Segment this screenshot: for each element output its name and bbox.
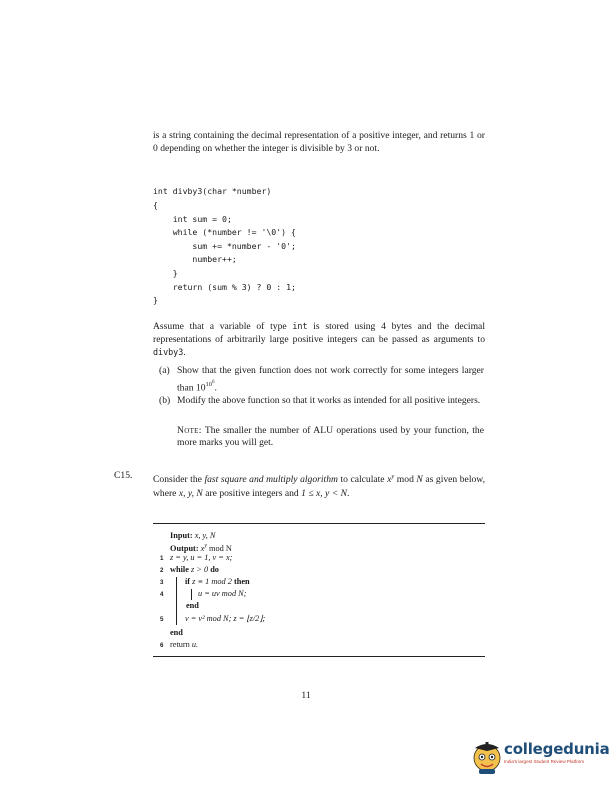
collegedunia-logo [470,738,610,778]
alg-line-1 [170,552,232,564]
line-number-4: 4 [160,591,164,598]
alg-line-1-text: z = y, u = 1, v = x; [170,553,233,562]
alg-line-5-text: v = v² mod N; z = ⌊z/2⌋; [185,614,266,623]
alg-line-5 [185,613,265,625]
if-scope-bar [191,589,192,600]
alg-line-4 [198,588,246,600]
mascot-icon [470,738,504,776]
line-number-5: 5 [160,616,164,623]
alg-line-6 [170,639,198,651]
assume-function: divby3 [153,347,184,358]
item-a-body: Show that the given function does not work correctly for some integers larger than 10 [177,365,484,394]
code-line-5: sum += *number - '0'; [153,241,296,251]
alg-end-if-keyword: end [186,601,199,610]
while-scope-bar [176,577,177,625]
assume-keyword: int [292,321,308,331]
alg-return-value: u. [189,640,199,649]
alg-while-keyword: while [170,565,189,574]
item-a-text: Show that the given function does not work correctly for some integers larger than $10^{10^6}$. [177,365,484,394]
algorithm-top-rule [153,523,485,524]
q-text-5: are positive integers and [202,487,302,499]
item-b-label: (b) [159,395,171,406]
code-line-4: while (*number != '\0') { [153,227,296,237]
note-label: Note: [177,425,202,436]
intro-paragraph: is a string containing the decimal representation of a positive integer, and returns 1 or 0 depending on whether the integer is divisible by 3 or not. [153,130,485,154]
alg-input-label: Input: [170,531,193,540]
line-number-3: 3 [160,579,164,586]
q-algorithm-name: fast square and multiply algorithm [204,474,338,486]
alg-if-cond: z ≡ 1 mod 2 [190,577,234,586]
assume-text-1: Assume that a variable of type [153,321,293,332]
code-line-8: return (sum % 3) ? 0 : 1; [153,282,296,292]
alg-line-4-text: u = uv mod N; [198,589,247,598]
alg-input-vars: x, y, N [194,531,216,540]
code-line-1: int divby3(char *number) [153,186,272,196]
code-line-2: { [153,200,158,210]
item-a-exponent: 10 [205,381,213,389]
line-number-2: 2 [160,567,164,574]
alg-end-while-keyword: end [170,628,183,637]
note-body: The smaller the number of ALU operations used by your function, the more marks you will get. [177,425,484,449]
page-number: 11 [301,690,311,701]
alg-line-2 [170,564,219,576]
alg-end-if [186,600,199,612]
item-a-exponent-2: 6 [212,380,215,386]
item-a-label: (a) [159,365,170,376]
brand-tagline: India's largest Student Review Platform [504,759,585,764]
alg-output-rest: mod N [206,543,232,553]
q-text-3: mod [394,474,417,486]
code-line-3: int sum = 0; [153,214,232,224]
q-var-y: y [391,473,395,480]
q-text-1: Consider the [153,474,205,486]
alg-while-cond: z > 0 [188,565,211,574]
alg-line-3 [185,576,250,588]
line-number-1: 1 [160,555,164,562]
alg-do-keyword: do [210,565,219,574]
q-text-6: . [346,487,350,499]
code-line-7: } [153,268,178,278]
q-text-2: to calculate [337,474,388,486]
q-text-4: as given below, where [153,474,485,499]
code-line-6: number++; [153,254,237,264]
code-line-9: } [153,295,158,305]
note-text [177,425,484,449]
question-number: C15. [114,470,133,481]
q-vars: x, y, N [178,487,203,499]
assume-text-2: is stored using 4 bytes and the decimal representations of arbitrarily large positive integers can be passed as arguments to [153,321,485,345]
assume-text-3: . [183,347,186,359]
alg-output-label: Output: [170,543,199,553]
alg-end-while [170,627,183,639]
question-text [153,470,485,500]
q-condition: 1 ≤ x, y < N [301,487,347,499]
q-var-x: x [387,474,392,486]
algorithm-bottom-rule [153,656,485,657]
alg-if-keyword: if [185,577,191,586]
alg-then-keyword: then [233,577,250,586]
item-b-text: Modify the above function so that it works as intended for all positive integers. [177,395,481,406]
alg-return-keyword: return [170,640,190,649]
line-number-6: 6 [160,642,164,649]
alg-output-expr: x [200,543,205,553]
q-var-n: N [416,474,423,486]
brand-name: collegedunia [504,740,610,758]
assumption-paragraph [153,320,485,360]
alg-output-sup: y [204,543,207,549]
